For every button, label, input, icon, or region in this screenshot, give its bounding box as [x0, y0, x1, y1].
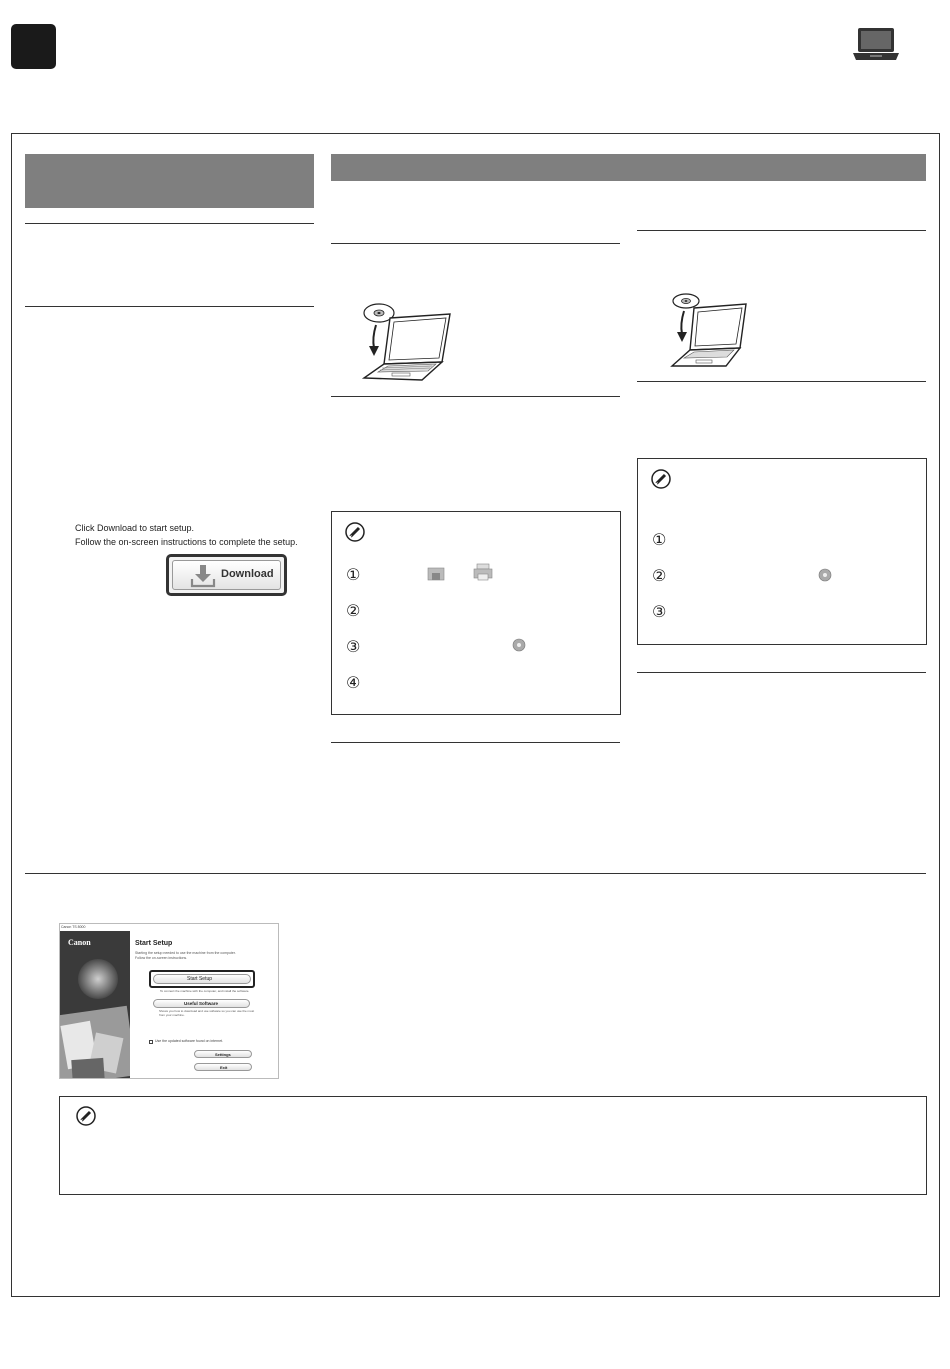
exit-button-label: Exit [220, 1065, 228, 1070]
step-number: ② [652, 566, 667, 585]
start-setup-button[interactable] [149, 970, 255, 988]
left-section-header [25, 154, 314, 208]
divider [637, 672, 926, 673]
step-number: ③ [652, 602, 667, 621]
divider [637, 381, 926, 382]
window-caption: Canon TS 8000 [61, 925, 86, 929]
note-box [637, 458, 927, 645]
settings-button-label: Settings [215, 1052, 231, 1057]
note-pencil-icon [76, 1106, 96, 1126]
settings-button[interactable] [194, 1050, 252, 1058]
divider [637, 230, 926, 231]
disc-into-laptop-illustration [356, 300, 456, 382]
useful-software-button-label: Useful Software [184, 1001, 219, 1006]
divider [331, 243, 620, 244]
divider [25, 306, 314, 307]
download-button[interactable] [166, 554, 287, 596]
step-badge [11, 24, 56, 69]
dialog-title: Start Setup [135, 940, 173, 947]
step-number: ① [652, 530, 667, 549]
start-setup-screenshot [59, 923, 279, 1079]
note-box [59, 1096, 927, 1195]
useful-software-note-2: from your machine. [159, 1013, 185, 1017]
divider [331, 396, 620, 397]
note-box [331, 511, 621, 715]
note-pencil-icon [651, 469, 671, 489]
canon-logo: Canon [68, 938, 91, 947]
update-checkbox[interactable] [149, 1040, 153, 1044]
download-button-label: Download [221, 568, 274, 580]
download-instruction-1: Click Download to start setup. [75, 523, 195, 533]
right-section-header [331, 154, 926, 181]
setup-disc-icon [512, 638, 526, 652]
update-checkbox-label: Use the updated software found on internet. [155, 1039, 224, 1043]
step-number: ① [346, 565, 361, 584]
step-number: ③ [346, 637, 361, 656]
printer-icon [473, 563, 493, 581]
note-pencil-icon [345, 522, 365, 542]
dialog-desc-1: Starting the setup needed to use the machine from the computer. [135, 951, 236, 955]
start-setup-button-label: Start Setup [187, 976, 213, 982]
divider [25, 223, 314, 224]
divider [25, 873, 926, 874]
photo-panel [60, 931, 130, 1079]
folder-icon [427, 565, 445, 581]
divider [331, 742, 620, 743]
dialog-desc-2: Follow the on-screen instructions. [135, 956, 188, 960]
useful-software-note-1: Shows you how to download and use software so you can use the most [159, 1009, 255, 1013]
setup-disc-icon [818, 568, 832, 582]
exit-button[interactable] [194, 1063, 252, 1071]
download-instruction-2: Follow the on-screen instructions to complete the setup. [75, 537, 298, 547]
useful-software-button[interactable] [153, 999, 250, 1008]
disc-into-laptop-illustration [664, 290, 748, 368]
laptop-icon [852, 26, 900, 62]
step-number: ② [346, 601, 361, 620]
download-icon [189, 563, 217, 589]
start-setup-note: To connect the machine with the computer, and install the software. [160, 989, 250, 993]
step-number: ④ [346, 673, 361, 692]
